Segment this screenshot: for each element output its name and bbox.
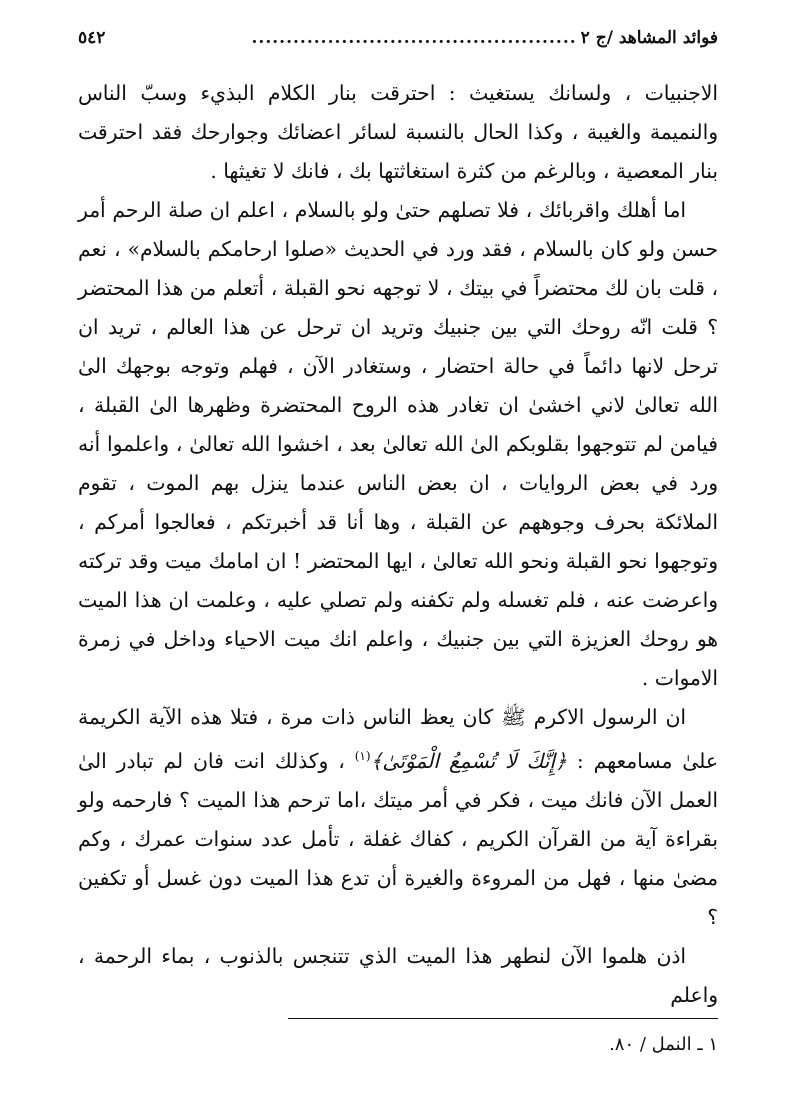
- paragraph-3-lead: ان الرسول الاكرم ﷺ كان يعظ الناس ذات مرة ، فتلا هذه الآية الكريمة علىٰ مسامعهم :: [78, 705, 718, 773]
- running-head: [78, 28, 718, 58]
- paragraph-3-rest: ، وكذلك انت فان لم تبادر الىٰ العمل الآن فانك ميت ، فكر في أمر ميتك ،اما ترحم هذا الميت ؟ فارحمه ولو بقراءة آية من القرآن الكريم ، كفاك غفلة ، تأمل عدد سنوات عمرك ، وكم مضىٰ منها ، فهل من المروءة والغيرة أن تدع هذا الميت دون غسل أو تكفين ؟: [78, 748, 718, 929]
- quran-verse: ﴿إِنَّكَ لَا تُسْمِعُ الْمَوْتَىٰ﴾: [370, 748, 567, 773]
- footnote-rule: [288, 1018, 718, 1019]
- paragraph-2: اما أهلك واقربائك ، فلا تصلهم حتىٰ ولو بالسلام ، اعلم ان صلة الرحم أمر حسن ولو كان بالسلام ، فقد ورد في الحديث «صلوا ارحامكم بالسلام» ، نعم ، قلت بان لك محتضراً في بيتك ، لا توجهه نحو القبلة ، أتعلم من هذا المحتضر ؟ قلت انّه روحك التي بين جنبيك وتريد ان ترحل عن هذا العالم ، تريد ان ترحل لانها دائماً في حالة احتضار ، وستغادر الآن ، فهلم وتوجه بوجهك الىٰ الله تعالىٰ لاني اخشىٰ ان تغادر هذه الروح المحتضرة وظهرها الىٰ القبلة ، فيامن لم تتوجهوا بقلوبكم الىٰ الله تعالىٰ بعد ، اخشوا الله تعالىٰ ، واعلموا أنه ورد في بعض الروايات ، ان بعض الناس عندما ينزل بهم الموت ، تقوم الملائكة بحرف وجوههم عن القبلة ، وها أنا قد أخبرتكم ، فعالجوا أمركم ، وتوجهوا نحو القبلة ونحو الله تعالىٰ ، ايها المحتضر ! ان امامك ميت وقد تركته واعرضت عنه ، فلم تغسله ولم تكفنه ولم تصلي عليه ، وعلمت ان هذا الميت هو روحك العزيزة التي بين جنبيك ، واعلم انك ميت الاحياء وداخل في زمرة الاموات .: [78, 198, 718, 690]
- running-head-dots: ...............................................: [251, 28, 577, 48]
- body-text: [78, 74, 718, 1015]
- paragraph-1: الاجنبيات ، ولسانك يستغيث : احترقت بنار الكلام البذيء وسبّ الناس والنميمة والغيبة ، وكذا الحال بالنسبة لسائر اعضائك وجوارحك فقد احترقت بنار المعصية ، وبالرغم من كثرة استغاثتها بك ، فانك لا تغيثها .: [78, 81, 718, 183]
- footnote: ١ ـ النمل / ٨٠.: [609, 1034, 718, 1055]
- page: [78, 28, 718, 1055]
- paragraph-3: [78, 698, 718, 937]
- page-number: ٥٤٢: [78, 28, 106, 48]
- running-head-title: فوائد المشاهد /ج ٢: [580, 28, 718, 48]
- footnote-marker: (١): [354, 749, 371, 763]
- paragraph-4: اذن هلموا الآن لنطهر هذا الميت الذي تتنجس بالذنوب ، بماء الرحمة ، واعلم: [78, 943, 718, 1007]
